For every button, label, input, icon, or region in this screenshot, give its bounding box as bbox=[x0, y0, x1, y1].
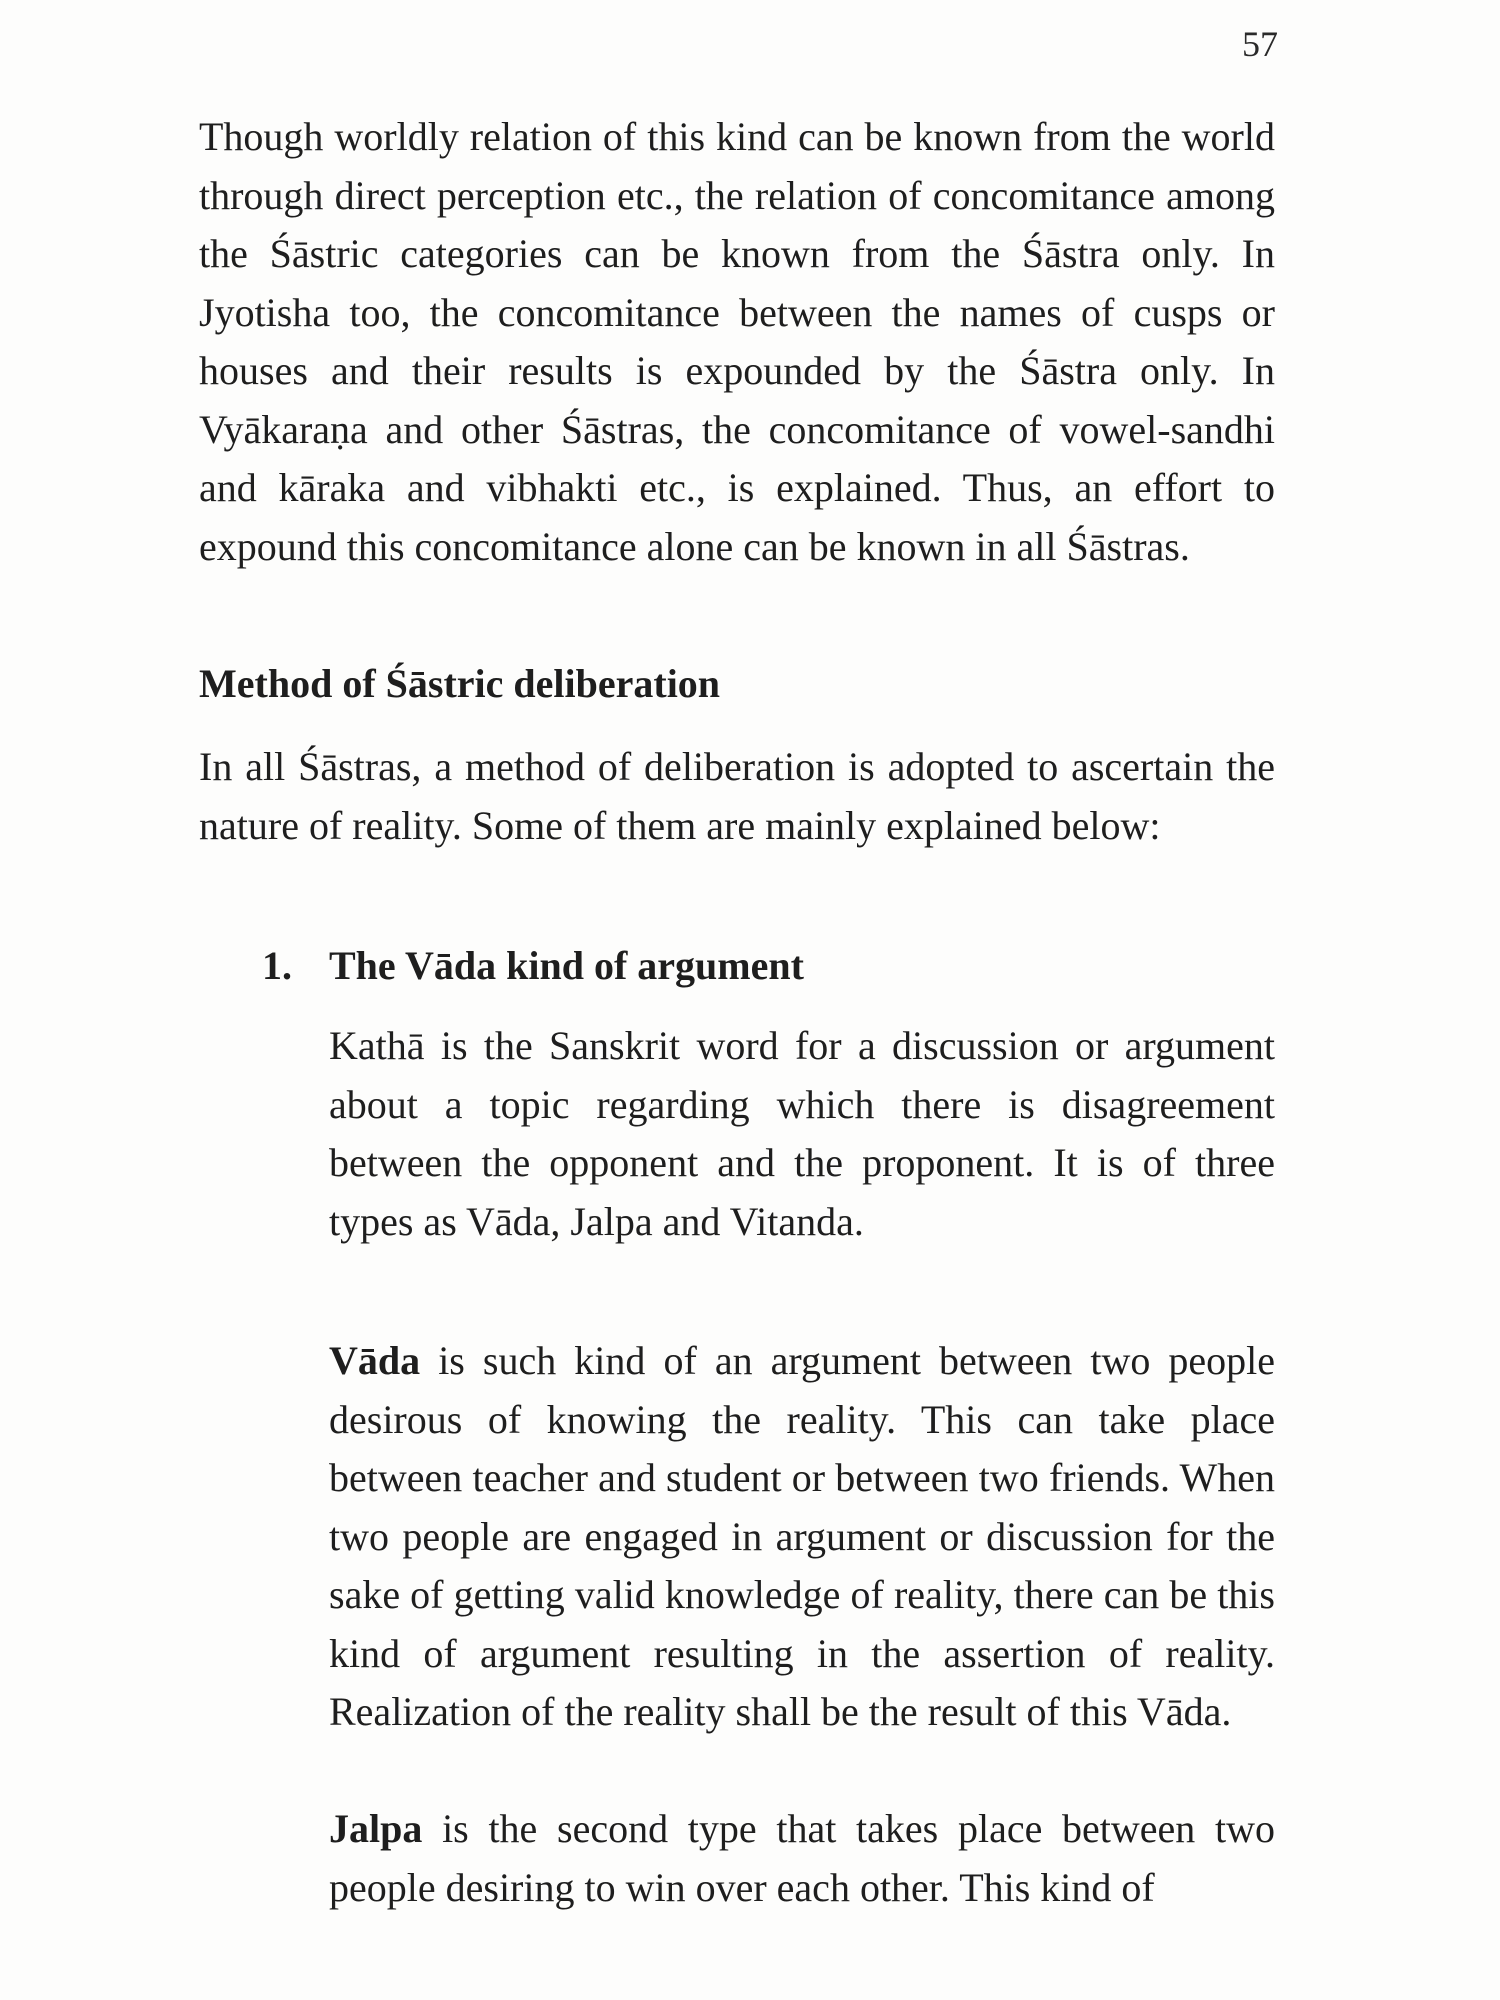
vada-definition: is such kind of an argument between two people desirous of knowing the reality. This can take place between teacher and student or between two friends. When two people are engaged in argument or discussion for the sake of getting valid knowledge of reality, there can be this kind of argument resulting in the assertion of reality. Realization of the reality shall be the result of this Vāda. bbox=[329, 1338, 1275, 1734]
page-number: 57 bbox=[1242, 24, 1278, 64]
list-item-number: 1. bbox=[262, 943, 292, 988]
list-item-title: The Vāda kind of argument bbox=[329, 943, 804, 988]
paragraph-method-intro: In all Śāstras, a method of deliberation is adopted to ascertain the nature of reality. Some of them are mainly explained below: bbox=[199, 744, 1275, 848]
jalpa-definition: is the second type that takes place between two people desiring to win over each other. This kind of bbox=[329, 1806, 1275, 1910]
paragraph-concomitance: Though worldly relation of this kind can be known from the world through direct perception etc., the relation of concomitance among the Śāstric categories can be known from the Śāstra only. In Jyotisha too, the concomitance between the names of cusps or houses and their results is expounded by the Śāstra only. In Vyākaraṇa and other Śāstras, the concomitance of vowel-sandhi and kāraka and vibhakti etc., is explained. Thus, an effort to expound this concomitance alone can be known in all Śāstras. bbox=[199, 114, 1275, 569]
vada-term: Vāda bbox=[329, 1338, 421, 1383]
jalpa-term: Jalpa bbox=[329, 1806, 423, 1851]
paragraph-jalpa bbox=[329, 1800, 1275, 1917]
paragraph-katha: Kathā is the Sanskrit word for a discussion or argument about a topic regarding which there is disagreement between the opponent and the proponent. It is of three types as Vāda, Jalpa and Vitanda. bbox=[329, 1023, 1275, 1244]
section-heading: Method of Śāstric deliberation bbox=[199, 661, 721, 706]
paragraph-vada bbox=[329, 1332, 1275, 1742]
list-item-heading bbox=[262, 937, 1275, 995]
